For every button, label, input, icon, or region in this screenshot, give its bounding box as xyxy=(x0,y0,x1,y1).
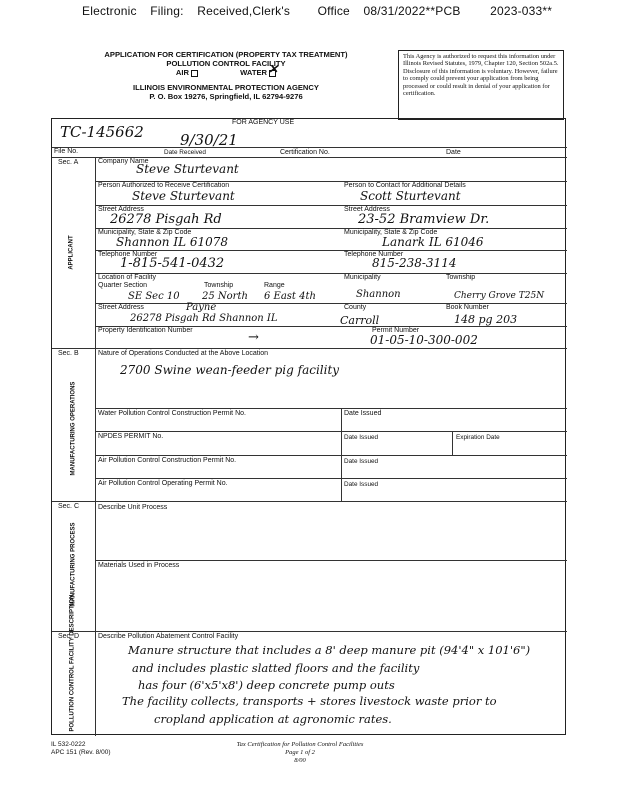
form-number xyxy=(51,741,111,757)
footer-caption xyxy=(200,741,400,765)
stamp-part: 08/31/2022**PCB xyxy=(363,4,461,18)
township-label: Township xyxy=(204,282,234,289)
municipality2-value: Lanark IL 61046 xyxy=(382,235,484,249)
stamp-part: 2023-033** xyxy=(490,4,553,18)
water-permit-label: Water Pollution Control Construction Permit No. xyxy=(98,410,246,417)
unit-process-label: Describe Unit Process xyxy=(98,504,168,511)
township-value: 25 North xyxy=(202,291,248,302)
book-label: Book Number xyxy=(446,304,489,311)
air-water-row xyxy=(76,68,376,77)
date-issued-label: Date Issued xyxy=(344,410,382,417)
company-name-label: Company Name xyxy=(98,158,149,165)
description-line: cropland application at agronomic rates. xyxy=(154,712,392,726)
application-form xyxy=(51,118,566,735)
privacy-notice: This Agency is authorized to request this information under Illinois Revised Statutes, 1979, Chapter 120, Section 502a.5. Disclosure of this information is voluntary. However, failure to comply could prevent your application from being processed or could result in denial of your application for certification. xyxy=(398,50,564,120)
quarter-value: SE Sec 10 xyxy=(128,291,180,302)
permit-number-value: 01-05-10-300-002 xyxy=(370,333,478,347)
date-received-label: Date Received xyxy=(164,149,206,156)
contact-label: Person to Contact for Additional Details xyxy=(344,182,466,189)
street3-label: Street Address xyxy=(98,304,144,311)
sec-c-label: Sec. C xyxy=(58,503,80,510)
company-name-value: Steve Sturtevant xyxy=(136,162,239,176)
nature-label: Nature of Operations Conducted at the Above Location xyxy=(98,350,269,357)
stamp-part: Electronic xyxy=(82,4,137,18)
street3-note: Payne xyxy=(186,302,217,313)
date-issued2-label: Date Issued xyxy=(344,434,379,441)
title-line: APPLICATION FOR CERTIFICATION (PROPERTY TAX TREATMENT) xyxy=(104,50,348,59)
expiration-label: Expiration Date xyxy=(456,434,500,441)
description-line: Manure structure that includes a 8' deep manure pit (94'4" x 101'6") xyxy=(128,643,531,657)
air-checkbox[interactable] xyxy=(191,70,198,77)
air-operating-label: Air Pollution Control Operating Permit No. xyxy=(98,480,228,487)
description-line: The facility collects, transports + stores livestock waste prior to xyxy=(122,694,497,708)
sec-b-label: Sec. B xyxy=(58,350,79,357)
range-value: 6 East 4th xyxy=(264,291,316,302)
phone-label: Telephone Number xyxy=(98,251,158,258)
sec-d-label: Sec. D xyxy=(58,633,80,640)
municipality-value: Shannon IL 61078 xyxy=(116,235,229,249)
footer-line: APC 151 (Rev. 8/00) xyxy=(51,749,111,756)
description-line: has four (6'x5'x8') deep concrete pump outs xyxy=(138,678,395,692)
materials-label: Materials Used in Process xyxy=(98,562,180,569)
municipality2-label: Municipality, State & Zip Code xyxy=(344,229,438,236)
location-label: Location of Facility xyxy=(98,274,156,281)
township2-label: Township xyxy=(446,274,476,281)
municipality3-value: Shannon xyxy=(356,289,401,300)
water-label: WATER xyxy=(240,68,268,77)
phone2-label: Telephone Number xyxy=(344,251,404,258)
date-issued4-label: Date Issued xyxy=(344,481,379,488)
sec-d-side-label: POLLUTION CONTROL FACILITY DESCRIPTION xyxy=(69,594,76,732)
footer-line: 8/00 xyxy=(294,757,306,764)
phone-value: 1-815-541-0432 xyxy=(120,256,225,271)
air-label: AIR xyxy=(175,68,189,77)
sec-a-side-label: APPLICANT xyxy=(68,235,75,270)
street2-value: 23-52 Bramview Dr. xyxy=(358,212,490,227)
agency-use-heading: FOR AGENCY USE xyxy=(232,119,295,126)
certification-no-label: Certification No. xyxy=(280,149,330,156)
title-line: POLLUTION CONTROL FACILITY xyxy=(166,59,286,68)
sec-c-side-label: MANUFACTURING PROCESS xyxy=(70,522,77,607)
date-received-value: 9/30/21 xyxy=(180,131,238,149)
permit-number-label: Permit Number xyxy=(372,327,420,334)
npdes-label: NPDES PERMIT No. xyxy=(98,433,164,440)
municipality3-label: Municipality xyxy=(344,274,381,281)
county-value: Carroll xyxy=(340,314,380,327)
agency-address: P. O. Box 19276, Springfield, IL 62794-9276 xyxy=(149,92,303,101)
street-label: Street Address xyxy=(98,206,144,213)
street3-value: 26278 Pisgah Rd Shannon IL xyxy=(130,313,278,324)
describe-facility-label: Describe Pollution Abatement Control Facility xyxy=(98,633,239,640)
file-no-label: File No. xyxy=(54,148,79,155)
date-issued3-label: Date Issued xyxy=(344,458,379,465)
authorized-label: Person Authorized to Receive Certification xyxy=(98,182,230,189)
stamp-part: Office xyxy=(317,4,350,18)
book-value: 148 pg 203 xyxy=(454,313,518,326)
sec-a-label: Sec. A xyxy=(58,159,79,166)
stamp-part: Received,Clerk's xyxy=(197,4,291,18)
footer-line: Tax Certification for Pollution Control Facilities xyxy=(236,741,364,748)
footer-line: IL 532-0222 xyxy=(51,741,86,748)
sec-b-side-label: MANUFACTURING OPERATIONS xyxy=(70,381,77,476)
date-label: Date xyxy=(446,149,461,156)
county-label: County xyxy=(344,304,367,311)
footer-line: Page 1 of 2 xyxy=(285,749,315,756)
file-no-value: TC-145662 xyxy=(60,123,144,141)
arrow-mark: → xyxy=(248,330,259,345)
stamp-part: Filing: xyxy=(150,4,184,18)
township2-value: Cherry Grove T25N xyxy=(454,291,545,301)
nature-value: 2700 Swine wean-feeder pig facility xyxy=(120,363,340,377)
street-value: 26278 Pisgah Rd xyxy=(110,212,222,227)
property-id-label: Property Identification Number xyxy=(98,327,193,334)
water-checkbox[interactable] xyxy=(269,70,276,77)
street2-label: Street Address xyxy=(344,206,390,213)
authorized-value: Steve Sturtevant xyxy=(132,189,235,203)
contact-value: Scott Sturtevant xyxy=(360,189,461,203)
description-line: and includes plastic slatted floors and the facility xyxy=(132,661,420,675)
municipality-label: Municipality, State & Zip Code xyxy=(98,229,192,236)
form-title xyxy=(76,50,376,101)
filing-stamp xyxy=(82,4,562,18)
air-construction-label: Air Pollution Control Construction Permit No. xyxy=(98,457,237,464)
phone2-value: 815-238-3114 xyxy=(372,256,457,270)
quarter-section-label: Quarter Section xyxy=(98,282,148,289)
agency-name: ILLINOIS ENVIRONMENTAL PROTECTION AGENCY xyxy=(133,83,319,92)
range-label: Range xyxy=(264,282,285,289)
